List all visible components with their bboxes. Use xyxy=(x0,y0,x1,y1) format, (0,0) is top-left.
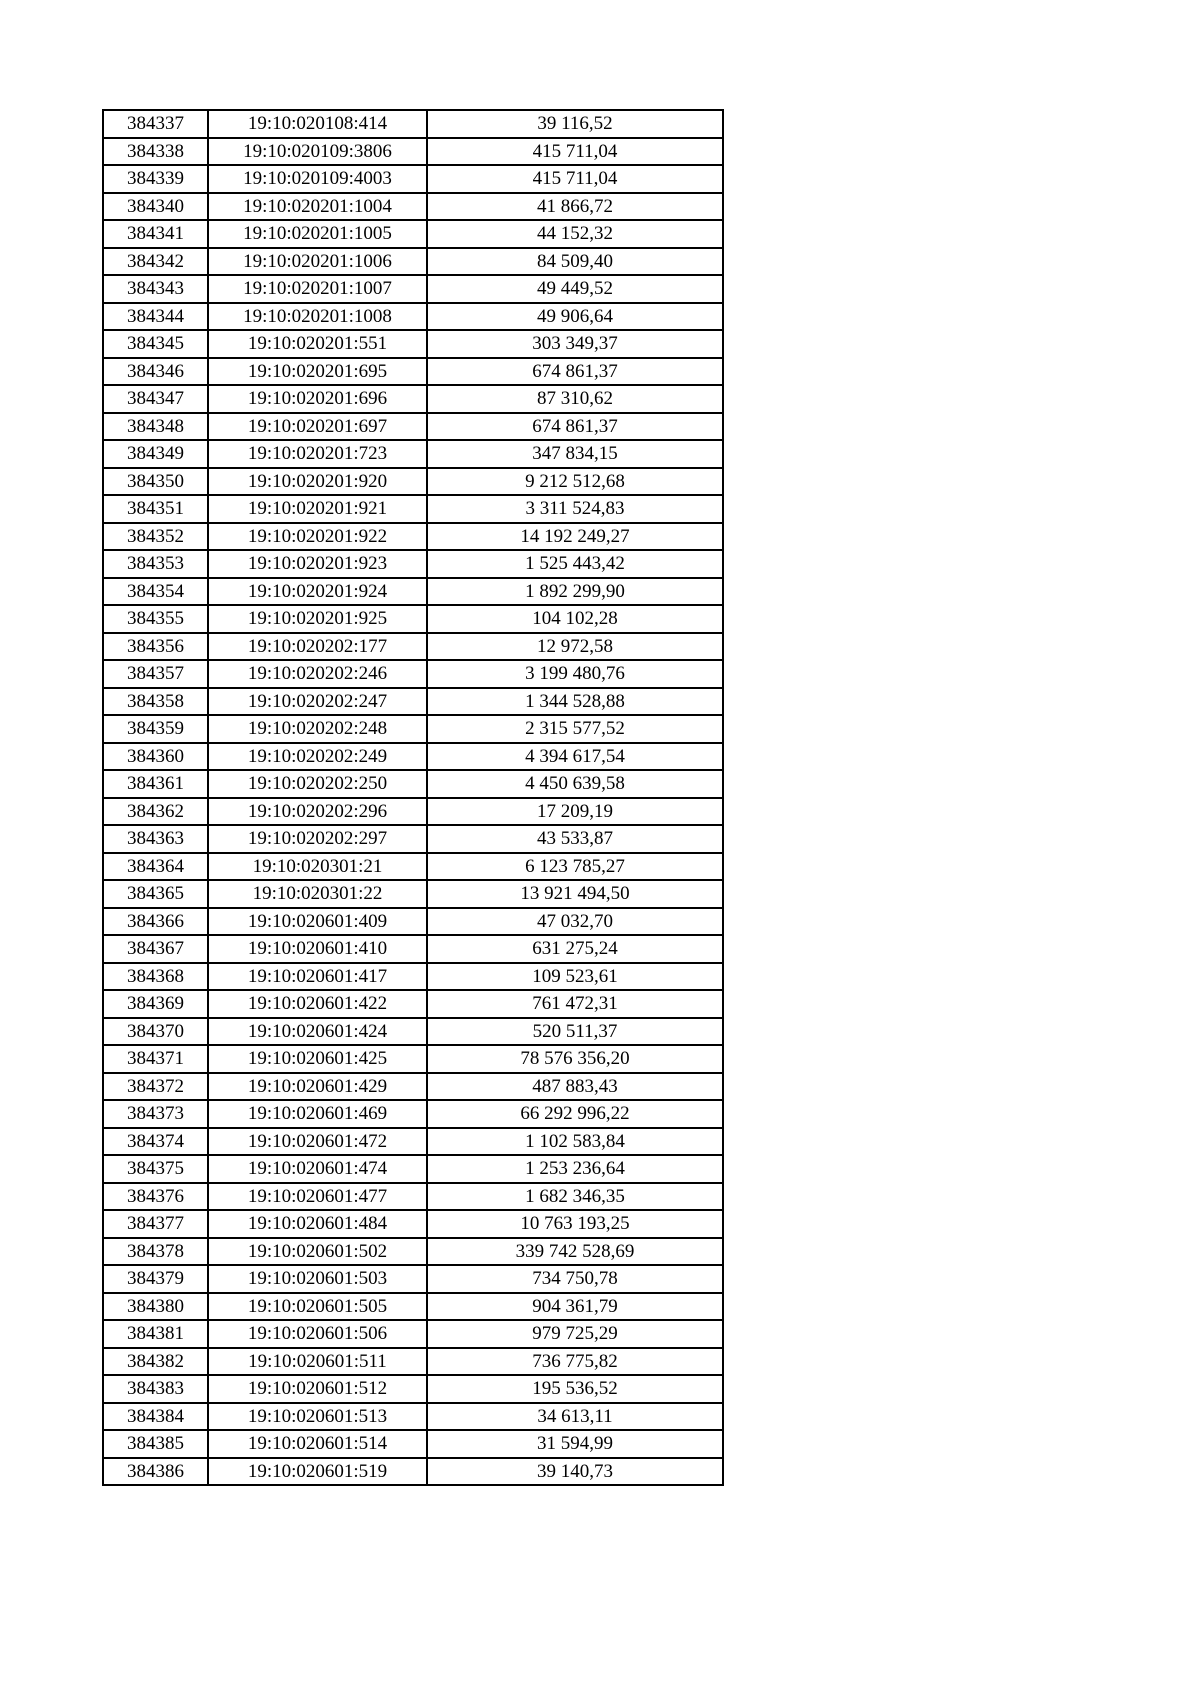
table-row xyxy=(103,385,723,413)
table-row xyxy=(103,165,723,193)
cadastral-number-cell: 19:10:020601:514 xyxy=(208,1430,427,1458)
table-row xyxy=(103,550,723,578)
table-row xyxy=(103,825,723,853)
row-number-cell: 384353 xyxy=(103,550,208,578)
row-number-cell: 384374 xyxy=(103,1128,208,1156)
cadastral-number-cell: 19:10:020601:417 xyxy=(208,963,427,991)
cadastral-number-cell: 19:10:020301:22 xyxy=(208,880,427,908)
cadastral-value-cell: 1 102 583,84 xyxy=(427,1128,723,1156)
row-number-cell: 384371 xyxy=(103,1045,208,1073)
cadastral-number-cell: 19:10:020601:502 xyxy=(208,1238,427,1266)
cadastral-number-cell: 19:10:020202:246 xyxy=(208,660,427,688)
cadastral-number-cell: 19:10:020201:696 xyxy=(208,385,427,413)
table-row xyxy=(103,1045,723,1073)
cadastral-value-cell: 10 763 193,25 xyxy=(427,1210,723,1238)
table-row xyxy=(103,1100,723,1128)
cadastral-number-cell: 19:10:020202:250 xyxy=(208,770,427,798)
row-number-cell: 384364 xyxy=(103,853,208,881)
table-row xyxy=(103,660,723,688)
cadastral-value-cell: 415 711,04 xyxy=(427,165,723,193)
cadastral-value-cell: 12 972,58 xyxy=(427,633,723,661)
row-number-cell: 384363 xyxy=(103,825,208,853)
cadastral-number-cell: 19:10:020201:1008 xyxy=(208,303,427,331)
row-number-cell: 384349 xyxy=(103,440,208,468)
table-row xyxy=(103,1348,723,1376)
row-number-cell: 384369 xyxy=(103,990,208,1018)
row-number-cell: 384348 xyxy=(103,413,208,441)
row-number-cell: 384386 xyxy=(103,1458,208,1486)
cadastral-number-cell: 19:10:020201:924 xyxy=(208,578,427,606)
cadastral-number-cell: 19:10:020201:551 xyxy=(208,330,427,358)
cadastral-value-cell: 339 742 528,69 xyxy=(427,1238,723,1266)
cadastral-number-cell: 19:10:020202:177 xyxy=(208,633,427,661)
table-row xyxy=(103,1458,723,1486)
table-row xyxy=(103,1238,723,1266)
cadastral-number-cell: 19:10:020601:505 xyxy=(208,1293,427,1321)
table-row xyxy=(103,853,723,881)
row-number-cell: 384340 xyxy=(103,193,208,221)
row-number-cell: 384365 xyxy=(103,880,208,908)
cadastral-value-cell: 39 116,52 xyxy=(427,110,723,138)
cadastral-number-cell: 19:10:020601:484 xyxy=(208,1210,427,1238)
cadastral-value-cell: 4 394 617,54 xyxy=(427,743,723,771)
cadastral-number-cell: 19:10:020201:922 xyxy=(208,523,427,551)
cadastral-value-cell: 674 861,37 xyxy=(427,413,723,441)
table-row xyxy=(103,1320,723,1348)
cadastral-value-cell: 44 152,32 xyxy=(427,220,723,248)
cadastral-number-cell: 19:10:020201:925 xyxy=(208,605,427,633)
table-row xyxy=(103,1210,723,1238)
cadastral-number-cell: 19:10:020201:723 xyxy=(208,440,427,468)
row-number-cell: 384355 xyxy=(103,605,208,633)
row-number-cell: 384366 xyxy=(103,908,208,936)
row-number-cell: 384384 xyxy=(103,1403,208,1431)
row-number-cell: 384352 xyxy=(103,523,208,551)
row-number-cell: 384381 xyxy=(103,1320,208,1348)
table-row xyxy=(103,358,723,386)
cadastral-number-cell: 19:10:020601:422 xyxy=(208,990,427,1018)
cadastral-value-cell: 734 750,78 xyxy=(427,1265,723,1293)
cadastral-value-cell: 979 725,29 xyxy=(427,1320,723,1348)
cadastral-value-cell: 84 509,40 xyxy=(427,248,723,276)
cadastral-number-cell: 19:10:020201:923 xyxy=(208,550,427,578)
table-row xyxy=(103,1155,723,1183)
cadastral-number-cell: 19:10:020601:506 xyxy=(208,1320,427,1348)
cadastral-value-cell: 109 523,61 xyxy=(427,963,723,991)
cadastral-value-cell: 904 361,79 xyxy=(427,1293,723,1321)
table-row xyxy=(103,413,723,441)
cadastral-value-cell: 1 344 528,88 xyxy=(427,688,723,716)
row-number-cell: 384346 xyxy=(103,358,208,386)
row-number-cell: 384379 xyxy=(103,1265,208,1293)
cadastral-value-cell: 78 576 356,20 xyxy=(427,1045,723,1073)
cadastral-number-cell: 19:10:020109:4003 xyxy=(208,165,427,193)
table-row xyxy=(103,1375,723,1403)
table-body xyxy=(103,110,723,1485)
cadastral-value-cell: 347 834,15 xyxy=(427,440,723,468)
table-row xyxy=(103,1265,723,1293)
table-row xyxy=(103,193,723,221)
cadastral-value-cell: 9 212 512,68 xyxy=(427,468,723,496)
table-row xyxy=(103,523,723,551)
cadastral-number-cell: 19:10:020301:21 xyxy=(208,853,427,881)
cadastral-number-cell: 19:10:020601:519 xyxy=(208,1458,427,1486)
cadastral-value-cell: 4 450 639,58 xyxy=(427,770,723,798)
cadastral-value-cell: 31 594,99 xyxy=(427,1430,723,1458)
cadastral-value-cell: 1 892 299,90 xyxy=(427,578,723,606)
row-number-cell: 384361 xyxy=(103,770,208,798)
table-row xyxy=(103,798,723,826)
row-number-cell: 384356 xyxy=(103,633,208,661)
cadastral-value-cell: 1 682 346,35 xyxy=(427,1183,723,1211)
row-number-cell: 384343 xyxy=(103,275,208,303)
cadastral-value-cell: 6 123 785,27 xyxy=(427,853,723,881)
row-number-cell: 384344 xyxy=(103,303,208,331)
cadastral-value-table xyxy=(102,109,724,1486)
row-number-cell: 384350 xyxy=(103,468,208,496)
cadastral-number-cell: 19:10:020202:247 xyxy=(208,688,427,716)
cadastral-value-cell: 674 861,37 xyxy=(427,358,723,386)
cadastral-value-cell: 13 921 494,50 xyxy=(427,880,723,908)
cadastral-value-cell: 41 866,72 xyxy=(427,193,723,221)
cadastral-number-cell: 19:10:020202:296 xyxy=(208,798,427,826)
row-number-cell: 384377 xyxy=(103,1210,208,1238)
cadastral-number-cell: 19:10:020601:410 xyxy=(208,935,427,963)
cadastral-value-cell: 631 275,24 xyxy=(427,935,723,963)
cadastral-value-cell: 104 102,28 xyxy=(427,605,723,633)
table-row xyxy=(103,1293,723,1321)
row-number-cell: 384373 xyxy=(103,1100,208,1128)
cadastral-number-cell: 19:10:020601:472 xyxy=(208,1128,427,1156)
cadastral-value-cell: 43 533,87 xyxy=(427,825,723,853)
table-row xyxy=(103,935,723,963)
row-number-cell: 384342 xyxy=(103,248,208,276)
cadastral-value-cell: 34 613,11 xyxy=(427,1403,723,1431)
cadastral-number-cell: 19:10:020201:697 xyxy=(208,413,427,441)
cadastral-value-cell: 17 209,19 xyxy=(427,798,723,826)
cadastral-number-cell: 19:10:020601:513 xyxy=(208,1403,427,1431)
cadastral-number-cell: 19:10:020108:414 xyxy=(208,110,427,138)
row-number-cell: 384347 xyxy=(103,385,208,413)
cadastral-value-cell: 49 449,52 xyxy=(427,275,723,303)
table-row xyxy=(103,880,723,908)
table-row xyxy=(103,990,723,1018)
cadastral-value-cell: 39 140,73 xyxy=(427,1458,723,1486)
table-row xyxy=(103,605,723,633)
cadastral-value-cell: 520 511,37 xyxy=(427,1018,723,1046)
table-row xyxy=(103,1403,723,1431)
table-row xyxy=(103,770,723,798)
table-row xyxy=(103,688,723,716)
cadastral-number-cell: 19:10:020202:248 xyxy=(208,715,427,743)
cadastral-number-cell: 19:10:020201:1006 xyxy=(208,248,427,276)
row-number-cell: 384383 xyxy=(103,1375,208,1403)
table-row xyxy=(103,110,723,138)
table-row xyxy=(103,303,723,331)
table-row xyxy=(103,275,723,303)
table-row xyxy=(103,578,723,606)
row-number-cell: 384370 xyxy=(103,1018,208,1046)
row-number-cell: 384345 xyxy=(103,330,208,358)
row-number-cell: 384354 xyxy=(103,578,208,606)
cadastral-value-cell: 415 711,04 xyxy=(427,138,723,166)
cadastral-value-cell: 761 472,31 xyxy=(427,990,723,1018)
cadastral-value-cell: 1 525 443,42 xyxy=(427,550,723,578)
table-row xyxy=(103,633,723,661)
cadastral-number-cell: 19:10:020201:1007 xyxy=(208,275,427,303)
table-row xyxy=(103,963,723,991)
cadastral-number-cell: 19:10:020601:424 xyxy=(208,1018,427,1046)
cadastral-number-cell: 19:10:020601:429 xyxy=(208,1073,427,1101)
cadastral-number-cell: 19:10:020601:477 xyxy=(208,1183,427,1211)
table-row xyxy=(103,1128,723,1156)
table-row xyxy=(103,1018,723,1046)
cadastral-value-cell: 303 349,37 xyxy=(427,330,723,358)
cadastral-value-cell: 2 315 577,52 xyxy=(427,715,723,743)
row-number-cell: 384385 xyxy=(103,1430,208,1458)
table-row xyxy=(103,468,723,496)
table-row xyxy=(103,715,723,743)
row-number-cell: 384367 xyxy=(103,935,208,963)
cadastral-number-cell: 19:10:020201:921 xyxy=(208,495,427,523)
row-number-cell: 384360 xyxy=(103,743,208,771)
cadastral-number-cell: 19:10:020109:3806 xyxy=(208,138,427,166)
cadastral-number-cell: 19:10:020202:297 xyxy=(208,825,427,853)
row-number-cell: 384376 xyxy=(103,1183,208,1211)
table-row xyxy=(103,495,723,523)
row-number-cell: 384358 xyxy=(103,688,208,716)
cadastral-number-cell: 19:10:020601:469 xyxy=(208,1100,427,1128)
row-number-cell: 384357 xyxy=(103,660,208,688)
cadastral-value-cell: 195 536,52 xyxy=(427,1375,723,1403)
row-number-cell: 384337 xyxy=(103,110,208,138)
table-row xyxy=(103,248,723,276)
row-number-cell: 384341 xyxy=(103,220,208,248)
cadastral-number-cell: 19:10:020201:695 xyxy=(208,358,427,386)
cadastral-value-cell: 47 032,70 xyxy=(427,908,723,936)
row-number-cell: 384359 xyxy=(103,715,208,743)
row-number-cell: 384372 xyxy=(103,1073,208,1101)
cadastral-number-cell: 19:10:020601:503 xyxy=(208,1265,427,1293)
cadastral-value-cell: 87 310,62 xyxy=(427,385,723,413)
row-number-cell: 384339 xyxy=(103,165,208,193)
cadastral-number-cell: 19:10:020601:409 xyxy=(208,908,427,936)
row-number-cell: 384378 xyxy=(103,1238,208,1266)
cadastral-value-cell: 3 199 480,76 xyxy=(427,660,723,688)
table-row xyxy=(103,908,723,936)
cadastral-value-cell: 487 883,43 xyxy=(427,1073,723,1101)
cadastral-value-cell: 736 775,82 xyxy=(427,1348,723,1376)
cadastral-number-cell: 19:10:020601:474 xyxy=(208,1155,427,1183)
row-number-cell: 384382 xyxy=(103,1348,208,1376)
cadastral-number-cell: 19:10:020201:1005 xyxy=(208,220,427,248)
row-number-cell: 384338 xyxy=(103,138,208,166)
table-row xyxy=(103,1430,723,1458)
cadastral-number-cell: 19:10:020601:511 xyxy=(208,1348,427,1376)
table-row xyxy=(103,1073,723,1101)
cadastral-number-cell: 19:10:020601:425 xyxy=(208,1045,427,1073)
table-row xyxy=(103,330,723,358)
table-row xyxy=(103,220,723,248)
table-row xyxy=(103,743,723,771)
cadastral-value-cell: 66 292 996,22 xyxy=(427,1100,723,1128)
row-number-cell: 384351 xyxy=(103,495,208,523)
cadastral-number-cell: 19:10:020202:249 xyxy=(208,743,427,771)
cadastral-value-cell: 14 192 249,27 xyxy=(427,523,723,551)
cadastral-value-cell: 49 906,64 xyxy=(427,303,723,331)
row-number-cell: 384368 xyxy=(103,963,208,991)
table-row xyxy=(103,440,723,468)
cadastral-number-cell: 19:10:020601:512 xyxy=(208,1375,427,1403)
row-number-cell: 384375 xyxy=(103,1155,208,1183)
cadastral-value-cell: 3 311 524,83 xyxy=(427,495,723,523)
cadastral-value-cell: 1 253 236,64 xyxy=(427,1155,723,1183)
table-row xyxy=(103,1183,723,1211)
cadastral-number-cell: 19:10:020201:1004 xyxy=(208,193,427,221)
cadastral-number-cell: 19:10:020201:920 xyxy=(208,468,427,496)
table-row xyxy=(103,138,723,166)
row-number-cell: 384362 xyxy=(103,798,208,826)
row-number-cell: 384380 xyxy=(103,1293,208,1321)
